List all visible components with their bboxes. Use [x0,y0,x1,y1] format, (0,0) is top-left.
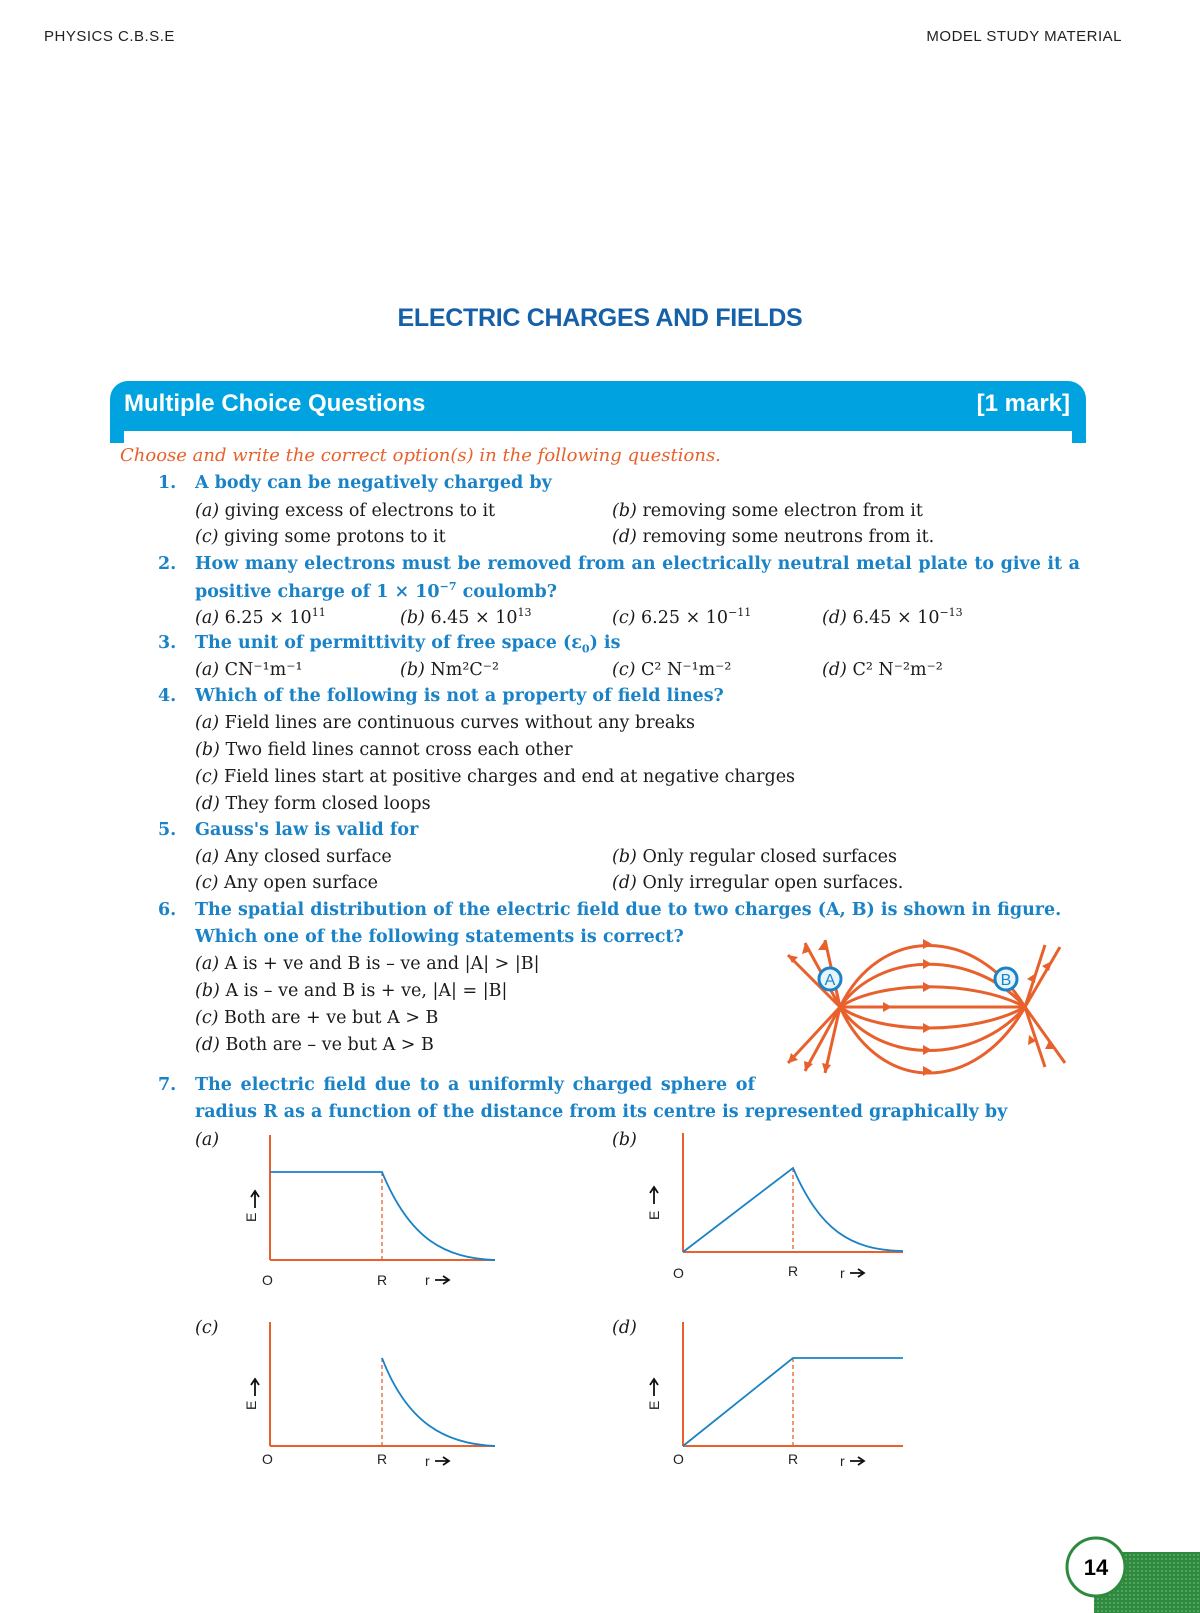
option-a [195,713,695,733]
graph-b [646,1130,910,1285]
exponent: 13 [517,606,532,619]
arrow-icon [883,1002,892,1012]
up-arrow-icon [251,1379,259,1396]
right-arrow-icon [435,1276,449,1284]
origin-label: O [673,1451,684,1467]
option-text: removing some neutrons from it. [642,527,935,547]
option-letter: (a) [195,1130,220,1150]
option-c [195,873,378,893]
option-letter: (b) [400,660,425,680]
e-field-curve [382,1358,495,1446]
option-d [612,873,903,893]
option-d [195,1035,434,1055]
field-line [840,1007,1025,1028]
question-text-line2 [195,580,557,602]
r-label: R [788,1263,799,1279]
question-text: positive charge of 1 × 10 [195,581,440,602]
graph-a-label [195,1130,219,1150]
question-text-line [195,633,620,656]
graph-c-label [195,1318,218,1338]
option-text: Any closed surface [224,847,392,867]
option-letter: (b) [612,847,637,867]
origin-label: O [262,1451,273,1467]
up-arrow-icon [650,1379,658,1396]
option-letter: (d) [822,660,847,680]
right-arrow-icon [435,1457,449,1465]
y-axis-label: E [243,1212,259,1222]
x-axis-label: r [425,1453,430,1469]
x-axis-label: r [425,1272,430,1288]
y-axis-label: E [646,1400,662,1410]
option-d [822,606,963,628]
option-text: Only irregular open surfaces. [642,873,904,893]
r-label: R [377,1451,388,1467]
option-letter: (b) [195,981,220,1001]
option-letter: (b) [612,501,637,521]
option-b [195,740,572,760]
option-d [612,527,934,547]
option-a [195,501,495,521]
question-number: 4. [158,686,177,706]
option-letter: (a) [195,660,220,680]
x-axis-label: r [840,1453,845,1469]
charge-label: A [824,972,836,989]
option-text: Field lines start at positive charges and end at negative charges [224,767,796,787]
option-text: Two field lines cannot cross each other [225,740,573,760]
arrow-icon [923,1045,932,1055]
option-text: C² N⁻¹m⁻² [641,660,732,680]
option-text: C² N⁻²m⁻² [852,660,943,680]
question-number: 7. [158,1075,177,1095]
question-text-end: ) is [589,633,621,653]
arrow-icon [1027,973,1036,983]
question-number: 2. [158,554,177,574]
option-text: removing some electron from it [642,501,923,521]
field-line [840,987,1025,1007]
option-c [612,660,731,680]
option-text: Nm²C⁻² [430,660,500,680]
option-letter: (b) [195,740,220,760]
option-letter: (d) [612,527,637,547]
graph-c [245,1318,500,1468]
option-letter: (b) [612,1130,637,1150]
option-text: 6.45 × 10 [430,607,518,628]
header-left: PHYSICS C.B.S.E [44,28,175,45]
option-d [822,660,943,680]
field-line [1025,1007,1065,1063]
question-number: 3. [158,633,177,653]
question-text-line1: How many electrons must be removed from an electrically neutral metal plate to give it a [195,554,1080,574]
option-letter: (a) [195,607,220,628]
r-label: R [788,1451,799,1467]
charge-b [995,968,1017,990]
r-label: R [377,1272,388,1288]
graph-d-label [612,1318,637,1338]
option-b [400,660,499,680]
question-text: Which of the following is not a property of field lines? [195,686,724,706]
origin-label: O [673,1265,684,1281]
option-text: Any open surface [224,873,379,893]
option-letter: (a) [195,713,220,733]
option-text: Both are – ve but A > B [225,1035,434,1055]
section-banner-tab [110,431,1086,443]
question-number: 5. [158,820,177,840]
option-text: giving excess of electrons to it [224,501,496,521]
option-letter: (d) [195,794,220,814]
origin-label: O [262,1272,273,1288]
x-axis-label: r [840,1265,845,1281]
y-axis-label: E [243,1400,259,1410]
question-text-end: coulomb? [456,581,557,602]
option-a [195,954,540,974]
option-letter: (b) [400,607,425,628]
y-axis-label: E [646,1210,662,1220]
option-text: They form closed loops [225,794,431,814]
option-letter: (d) [612,1318,637,1338]
option-c [195,1008,438,1028]
option-letter: (c) [195,527,219,547]
option-letter: (c) [612,660,636,680]
right-arrow-icon [850,1269,864,1277]
option-c [195,527,446,547]
arrow-icon [1042,961,1052,971]
option-letter: (d) [612,873,637,893]
option-text: Both are + ve but A > B [224,1008,439,1028]
option-b [400,606,531,628]
subscript: 0 [581,642,590,656]
option-letter: (c) [195,1008,219,1028]
option-letter: (a) [195,847,220,867]
option-c [612,606,751,628]
arrow-icon [923,959,932,969]
option-letter: (a) [195,954,220,974]
arrow-icon [923,1023,932,1033]
option-text: Only regular closed surfaces [642,847,897,867]
question-text-line1: The spatial distribution of the electric field due to two charges (A, B) is shown in figure. [195,900,1062,920]
option-text: Field lines are continuous curves without any breaks [224,713,695,733]
option-letter: (c) [195,1318,219,1338]
option-text: CN⁻¹m⁻¹ [224,660,303,680]
field-line [840,1007,1025,1073]
exponent: −11 [728,606,752,619]
option-a [195,660,302,680]
page-number-badge [1060,1537,1200,1613]
option-d [195,794,431,814]
question-text: Gauss's law is valid for [195,820,419,840]
option-a [195,847,392,867]
option-letter: (d) [822,607,847,628]
option-a [195,606,326,628]
option-text: 6.45 × 10 [852,607,940,628]
option-b [195,981,507,1001]
up-arrow-icon [251,1191,259,1208]
graph-d [646,1318,910,1469]
exponent: −13 [939,606,963,619]
option-text: 6.25 × 10 [224,607,312,628]
graph-b-label [612,1130,637,1150]
arrow-icon [923,939,932,949]
chapter-title: ELECTRIC CHARGES AND FIELDS [397,304,803,332]
charge-a [819,968,841,990]
arrow-icon [804,1061,813,1071]
arrow-icon [923,982,932,992]
question-text-line1: The electric field due to a uniformly charged sphere of [195,1075,755,1095]
graph-a [243,1130,500,1288]
section-label: Multiple Choice Questions [124,390,426,417]
question-text-line2: radius R as a function of the distance from its centre is represented graphically by [195,1102,1008,1122]
arrow-icon [923,1066,932,1076]
exponent: −7 [439,580,457,593]
exponent: 11 [311,606,326,619]
right-arrow-icon [850,1457,864,1465]
section-marks: [1 mark] [976,390,1070,417]
up-arrow-icon [650,1187,658,1204]
option-letter: (c) [195,873,219,893]
question-text-line2: Which one of the following statements is correct? [195,927,684,947]
field-line [1025,1007,1045,1067]
option-letter: (c) [612,607,636,628]
header-right: MODEL STUDY MATERIAL [926,28,1122,45]
option-b [612,847,897,867]
question-text: A body can be negatively charged by [195,473,552,493]
page-number: 14 [1083,1555,1109,1580]
option-letter: (c) [195,767,219,787]
option-text: A is – ve and B is + ve, |A| = |B| [225,981,508,1001]
charge-label: B [1000,972,1012,989]
option-text: giving some protons to it [224,527,446,547]
option-b [612,501,923,521]
option-text: A is + ve and B is – ve and |A| > |B| [224,954,540,974]
field-lines-figure [780,935,1085,1075]
question-text: The unit of permittivity of free space (ε [195,633,582,653]
instruction: Choose and write the correct option(s) in the following questions. [120,445,721,466]
option-c [195,767,795,787]
question-number: 1. [158,473,177,493]
question-number: 6. [158,900,177,920]
option-text: 6.25 × 10 [641,607,729,628]
option-letter: (a) [195,501,220,521]
option-letter: (d) [195,1035,220,1055]
